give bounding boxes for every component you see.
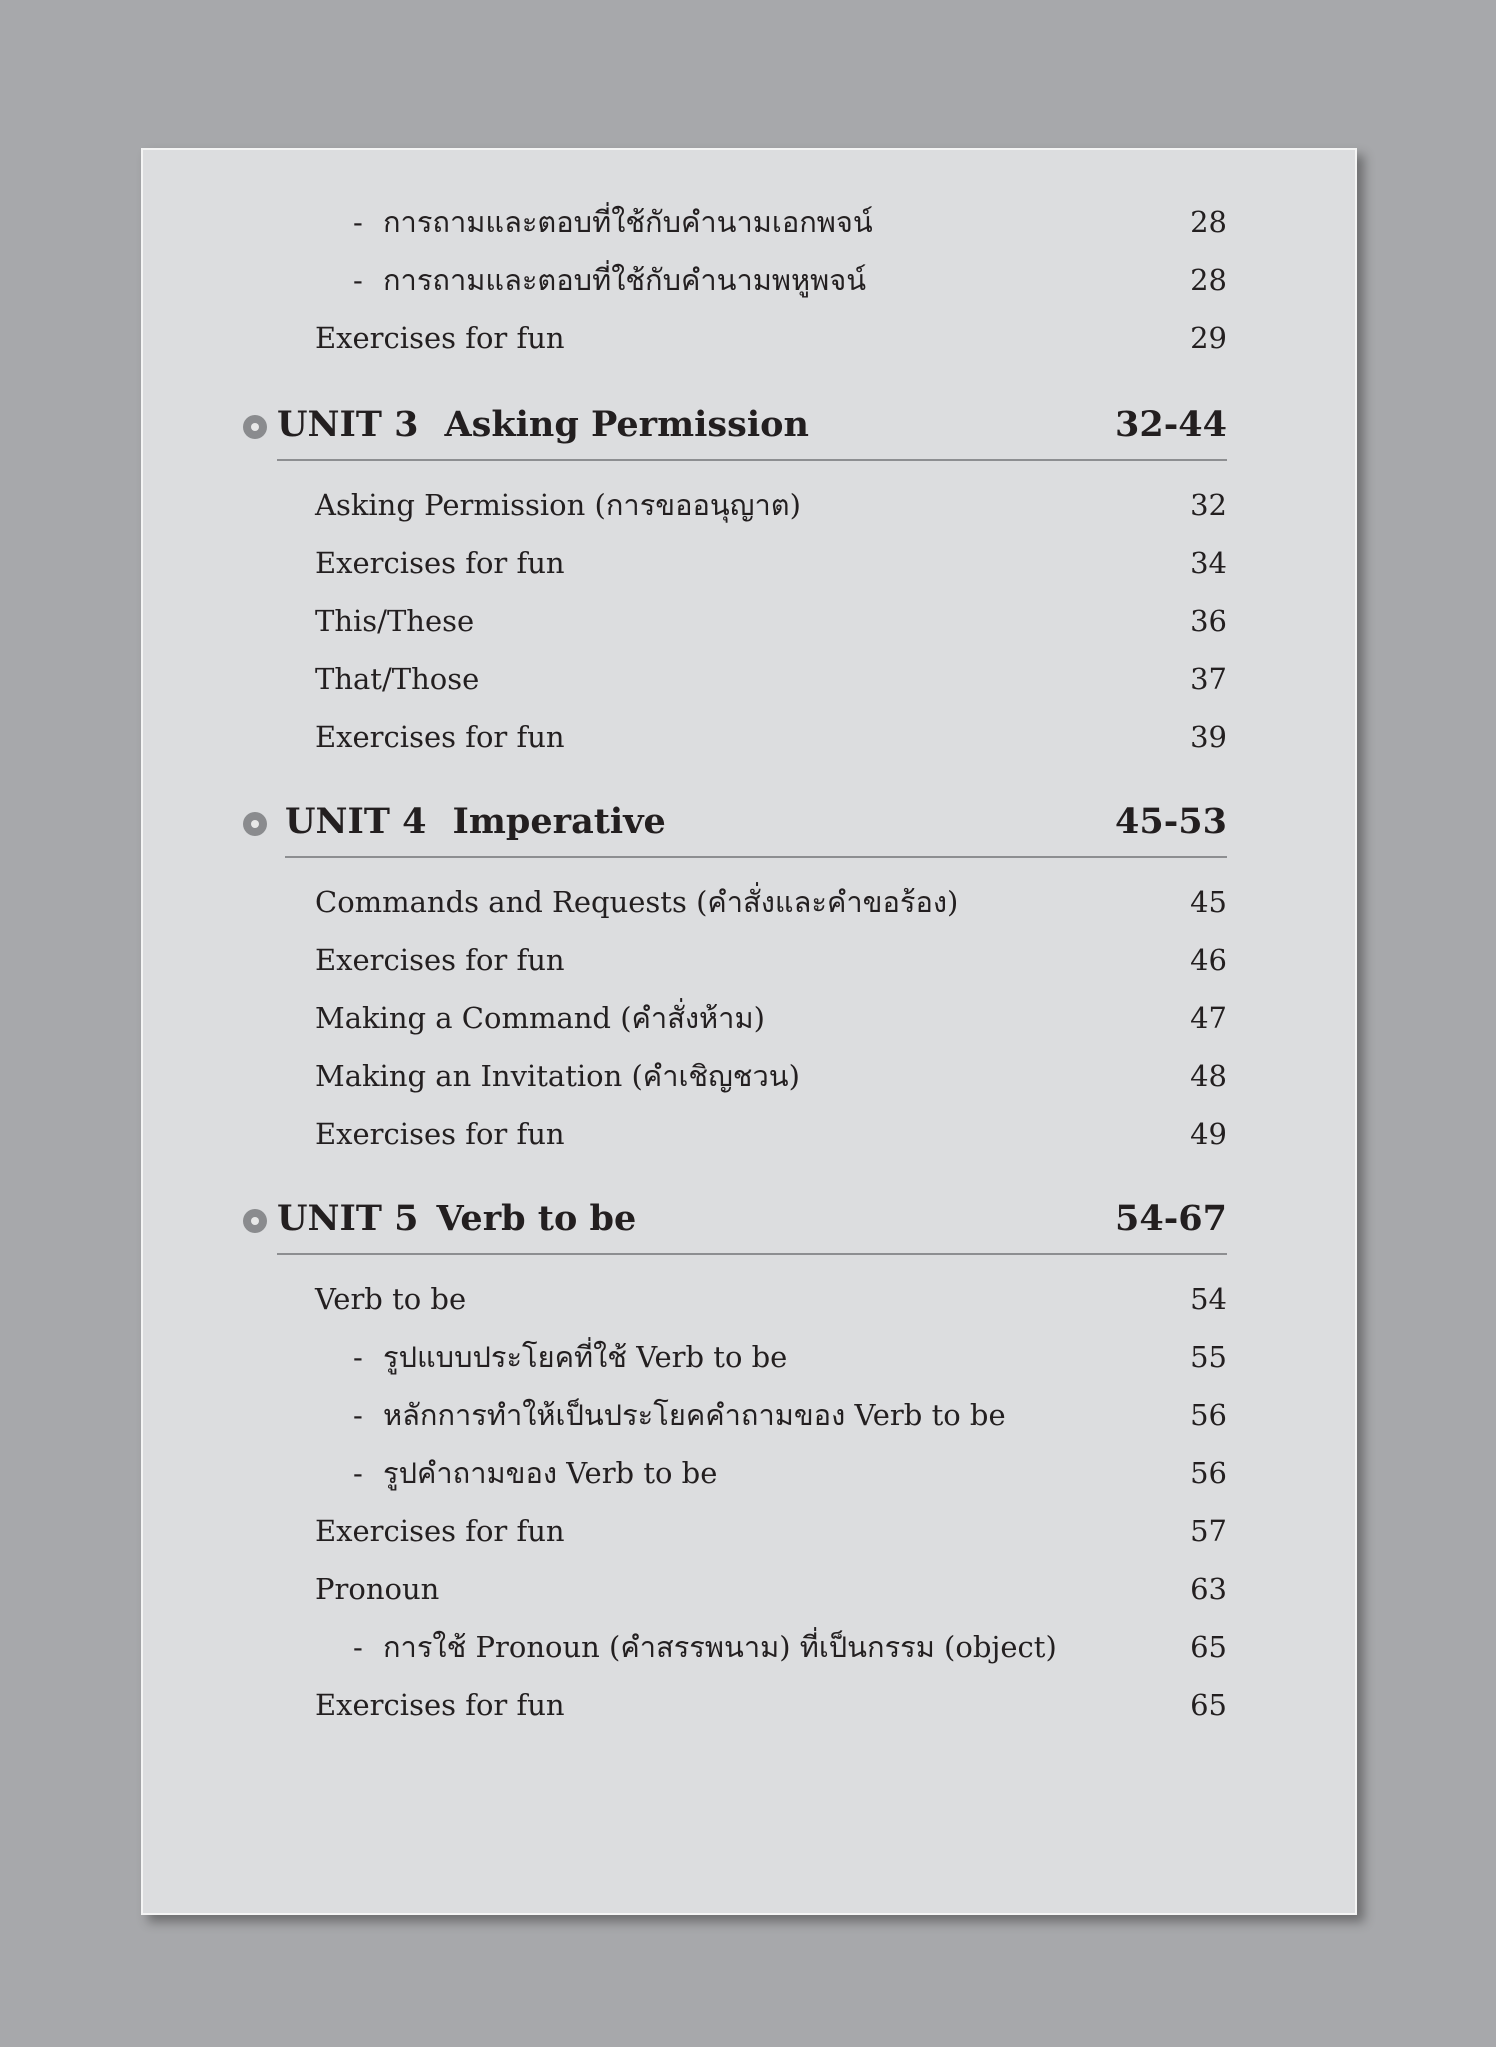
unit-pages: 45-53 — [1115, 801, 1227, 842]
unit-pages: 54-67 — [1115, 1198, 1227, 1239]
toc-entry-label: Verb to be — [315, 1282, 467, 1316]
toc-entry[interactable] — [143, 312, 1355, 364]
toc-entry-page: 56 — [1190, 1398, 1227, 1432]
toc-entry-label — [353, 254, 866, 306]
toc-entry-text: การถามและตอบที่ใช้กับคำนามพหูพจน์ — [383, 263, 867, 297]
toc-entry-dash: - — [353, 263, 363, 297]
toc-entry[interactable] — [143, 1389, 1355, 1441]
toc-entry-page: 56 — [1190, 1456, 1227, 1490]
toc-entry-label: Commands and Requests (คำสั่งและคำขอร้อง) — [315, 885, 959, 919]
toc-entry-label: Exercises for fun — [315, 546, 565, 580]
toc-entry-text: การถามและตอบที่ใช้กับคำนามเอกพจน์ — [383, 205, 873, 239]
toc-entry-dash: - — [353, 205, 363, 239]
toc-entry[interactable] — [143, 1447, 1355, 1499]
toc-entry-page: 37 — [1190, 662, 1227, 696]
toc-entry[interactable] — [143, 653, 1355, 705]
toc-entry-label: Making an Invitation (คำเชิญชวน) — [315, 1059, 800, 1093]
toc-entry-page: 28 — [1190, 263, 1227, 297]
toc-entry-page: 54 — [1190, 1282, 1227, 1316]
toc-entry-label — [353, 1331, 787, 1383]
unit-divider — [285, 856, 1227, 858]
toc-entry-text: การใช้ Pronoun (คำสรรพนาม) ที่เป็นกรรม (object) — [383, 1630, 1057, 1664]
toc-entry-label: That/Those — [315, 662, 480, 696]
toc-entry[interactable] — [143, 1331, 1355, 1383]
toc-entry[interactable] — [143, 1679, 1355, 1731]
toc-entry-label: Asking Permission (การขออนุญาต) — [315, 488, 801, 522]
toc-entry[interactable] — [143, 254, 1355, 306]
toc-entry-label — [353, 1447, 717, 1499]
toc-entry-dash: - — [353, 1340, 363, 1374]
unit-name: Verb to be — [436, 1198, 637, 1239]
toc-entry[interactable] — [143, 1273, 1355, 1325]
toc-entry-page: 47 — [1190, 1001, 1227, 1035]
toc-entry-label: Exercises for fun — [315, 943, 565, 977]
toc-entry-dash: - — [353, 1456, 363, 1490]
toc-entry-text: รูปคำถามของ Verb to be — [383, 1456, 718, 1490]
toc-entry[interactable] — [143, 1621, 1355, 1673]
toc-entry-label — [353, 1389, 1006, 1441]
toc-entry-label — [353, 196, 873, 248]
toc-entry-page: 55 — [1190, 1340, 1227, 1374]
toc-entry-label: Exercises for fun — [315, 720, 565, 754]
unit-header-5[interactable] — [143, 1187, 1355, 1251]
toc-entry[interactable] — [143, 1050, 1355, 1102]
unit-title — [277, 393, 809, 457]
toc-entry-dash: - — [353, 1630, 363, 1664]
toc-entry-label: Making a Command (คำสั่งห้าม) — [315, 1001, 765, 1035]
toc-entry-dash: - — [353, 1398, 363, 1432]
toc-entry-page: 49 — [1190, 1117, 1227, 1151]
unit-number: UNIT 5 — [277, 1198, 419, 1239]
bullet-icon — [243, 812, 267, 836]
toc-entry-page: 45 — [1190, 885, 1227, 919]
unit-number: UNIT 3 — [277, 404, 419, 445]
unit-divider — [277, 459, 1227, 461]
unit-divider — [277, 1253, 1227, 1255]
unit-name: Imperative — [452, 801, 666, 842]
toc-entry-label: Exercises for fun — [315, 1117, 565, 1151]
toc-entry-page: 36 — [1190, 604, 1227, 638]
toc-entry-text: หลักการทำให้เป็นประโยคคำถามของ Verb to be — [383, 1398, 1006, 1432]
toc-entry-page: 32 — [1190, 488, 1227, 522]
toc-entry-label: Exercises for fun — [315, 1688, 565, 1722]
toc-entry[interactable] — [143, 595, 1355, 647]
toc-entry[interactable] — [143, 537, 1355, 589]
toc-entry-text: รูปแบบประโยคที่ใช้ Verb to be — [383, 1340, 788, 1374]
toc-entry[interactable] — [143, 196, 1355, 248]
bullet-icon — [243, 1209, 267, 1233]
toc-entry[interactable] — [143, 992, 1355, 1044]
toc-entry[interactable] — [143, 1108, 1355, 1160]
toc-entry-page: 34 — [1190, 546, 1227, 580]
toc-entry[interactable] — [143, 1563, 1355, 1615]
toc-entry-page: 29 — [1190, 321, 1227, 355]
toc-entry[interactable] — [143, 711, 1355, 763]
toc-entry[interactable] — [143, 934, 1355, 986]
toc-entry-page: 46 — [1190, 943, 1227, 977]
bullet-icon — [243, 415, 267, 439]
unit-pages: 32-44 — [1115, 404, 1227, 445]
toc-entry-page: 57 — [1190, 1514, 1227, 1548]
unit-name: Asking Permission — [444, 404, 809, 445]
toc-entry-page: 28 — [1190, 205, 1227, 239]
toc-entry-page: 39 — [1190, 720, 1227, 754]
toc-entry-page: 48 — [1190, 1059, 1227, 1093]
toc-entry-label: Exercises for fun — [315, 321, 565, 355]
unit-header-3[interactable] — [143, 393, 1355, 457]
toc-entry[interactable] — [143, 479, 1355, 531]
toc-entry[interactable] — [143, 1505, 1355, 1557]
toc-entry-page: 63 — [1190, 1572, 1227, 1606]
unit-number: UNIT 4 — [285, 801, 427, 842]
toc-entry-label — [353, 1621, 1057, 1673]
toc-entry-page: 65 — [1190, 1688, 1227, 1722]
toc-entry-label: This/These — [315, 604, 475, 638]
toc-page — [141, 148, 1357, 1915]
unit-header-4[interactable] — [143, 790, 1355, 854]
toc-entry[interactable] — [143, 876, 1355, 928]
toc-entry-page: 65 — [1190, 1630, 1227, 1664]
unit-title — [285, 790, 666, 854]
toc-entry-label: Exercises for fun — [315, 1514, 565, 1548]
toc-entry-label: Pronoun — [315, 1572, 440, 1606]
unit-title — [277, 1187, 636, 1251]
